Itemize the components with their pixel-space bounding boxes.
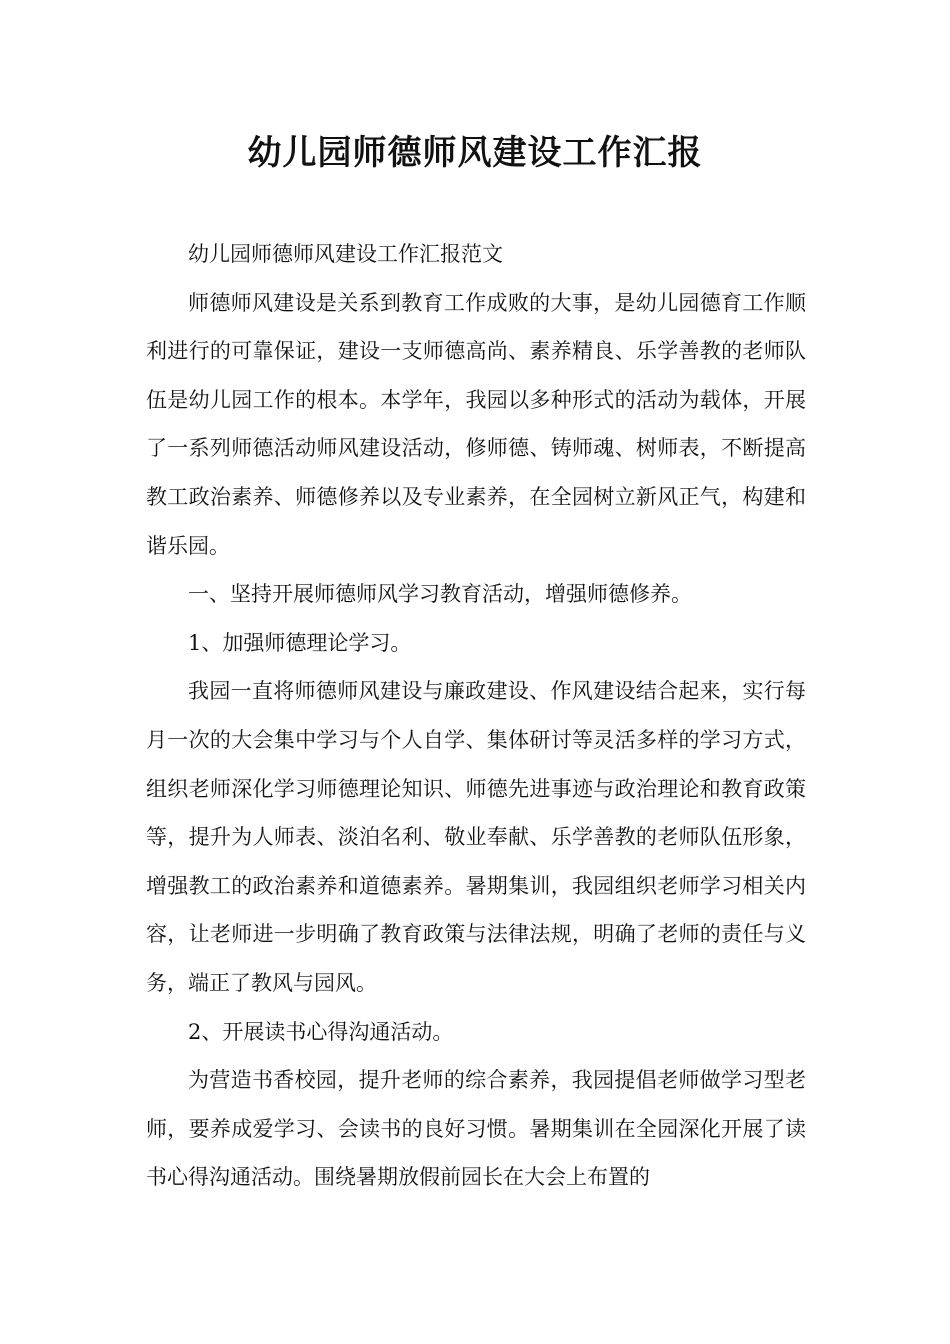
subheading-2: 2、开展读书心得沟通活动。	[188, 1019, 454, 1044]
body-paragraph: 我园一直将师德师风建设与廉政建设、作风建设结合起来，实行每月一次的大会集中学习与个人自学、集体研讨等灵活多样的学习方式，组织老师深化学习师德理论知识、师德先进事迹与政治理论和教育政策等，提升为人师表、淡泊名利、敬业奉献、乐学善教的老师队伍形象，增强教工的政治素养和道德素养。暑期集训，我园组织老师学习相关内容，让老师进一步明确了教育政策与法律法规，明确了老师的责任与义务，端正了教风与园风。	[146, 679, 806, 995]
intro-paragraph: 师德师风建设是关系到教育工作成败的大事，是幼儿园德育工作顺利进行的可靠保证，建设一支师德高尚、素养精良、乐学善教的老师队伍是幼儿园工作的根本。本学年，我园以多种形式的活动为载体，开展了一系列师德活动师风建设活动，修师德、铸师魂、树师表，不断提高教工政治素养、师德修养以及专业素养，在全园树立新风正气，构建和谐乐园。	[146, 290, 806, 558]
document-body	[146, 230, 806, 1202]
section-heading-1: 一、坚持开展师德师风学习教育活动，增强师德修养。	[188, 582, 692, 607]
document-title: 幼儿园师德师风建设工作汇报	[247, 133, 703, 173]
subheading-1: 1、加强师德理论学习。	[188, 630, 412, 655]
body-paragraph: 为营造书香校园，提升老师的综合素养，我园提倡老师做学习型老师，要养成爱学习、会读书的良好习惯。暑期集训在全园深化开展了读书心得沟通活动。围绕暑期放假前园长在大会上布置的	[146, 1068, 806, 1190]
subtitle-paragraph: 幼儿园师德师风建设工作汇报范文	[188, 242, 503, 266]
